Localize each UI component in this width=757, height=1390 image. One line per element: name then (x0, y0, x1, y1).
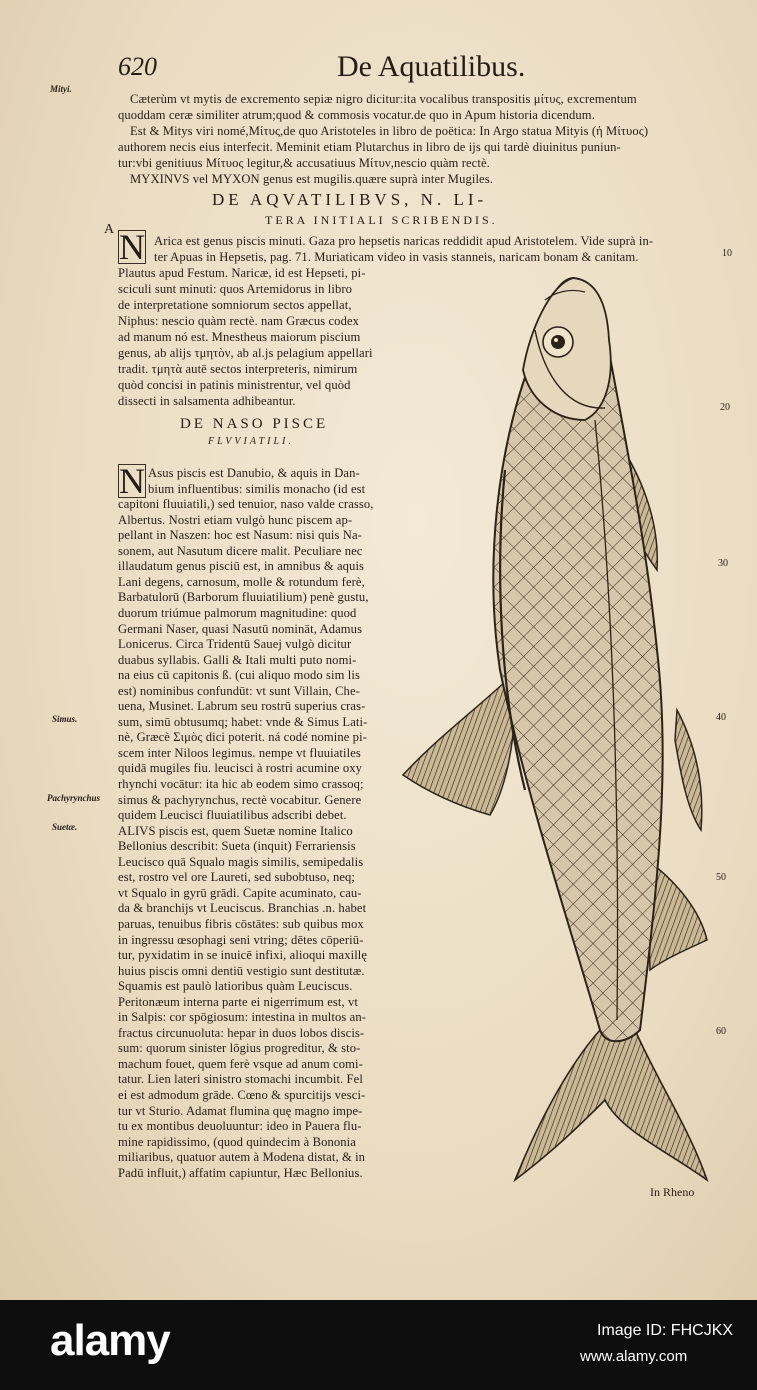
section-heading: DE NASO PISCE (180, 416, 329, 432)
paragraph-line: Germani Naser, quasi Nasutū nomināt, Adamus (118, 622, 363, 636)
paragraph-line: simus & pachyrynchus, rectè vocabitur. Genere (118, 793, 362, 807)
margin-number-60: 60 (716, 1026, 726, 1037)
figure-caption: In Rheno (650, 1185, 695, 1199)
paragraph-line: Niphus: nescio quàm rectè. nam Græcus codex (118, 314, 360, 328)
top-line: Cæterùm vt mytis de excremento sepiæ nigro dicitur:ita vocalibus transpositis μίτυς, excrementum (130, 92, 637, 106)
top-line: authorem necis eius interfecit. Meminit etiam Plutarchus in libro de ijs qui tardè diuinitus puniun- (118, 140, 621, 154)
paragraph-line: Albertus. Nostri etiam vulgò hunc piscem ap- (118, 513, 353, 527)
top-line: quoddam ceræ similiter atrum;quod & commosis vocatur.de quo in Apum historia dicendum. (118, 108, 595, 122)
margin-number-30: 30 (718, 558, 728, 569)
paragraph-line: pellant in Naszen: hoc est Nasum: nisi quis Na- (118, 528, 362, 542)
section-subheading: FLVVIATILI. (208, 436, 294, 447)
paragraph-line: Asus piscis est Danubio, & aquis in Dan- (148, 466, 360, 480)
paragraph-line: bium influentibus: similis monacho (id est (148, 482, 366, 496)
paragraph-line: vt Squalo in gyrū grādi. Capite acuminato, cau- (118, 886, 362, 900)
top-line: MYXINVS vel MYXON genus est mugilis.quære suprà inter Mugiles. (130, 172, 493, 186)
section-letter: A (104, 222, 115, 237)
drop-cap-n: N (119, 461, 145, 501)
paragraph-line: fractus circunuoluta: hepar in duos lobos discis- (118, 1026, 365, 1040)
margin-note-pachyrynchus: Pachyrynchus (47, 793, 101, 803)
paragraph-line: huius piscis omni dentiū vestigio sunt destitutæ. (118, 964, 365, 978)
paragraph-line: Padū influit,) affatim capiuntur, Hæc Bellonius. (118, 1166, 363, 1180)
paragraph-line: est, rostro vel ore Laureti, sed subobtuso, neq; (118, 870, 356, 884)
paragraph-line: ad manum nó est. Mnestheus maiorum piscium (118, 330, 361, 344)
page-number: 620 (118, 52, 157, 81)
top-line: tur:vbi genitiuus Μίτυος legitur,& accusatiuus Μίτυν,nescio quàm rectè. (118, 156, 490, 170)
stock-image-id: Image ID: FHCJKX (597, 1322, 734, 1339)
paragraph-line: in ingressu œsophagi seni vtring; dētes cōperiū- (118, 933, 364, 947)
paragraph-line: paruas, tenuibus fibris cōstātes: sub quibus mox (118, 917, 364, 931)
paragraph-line: da & branchijs vt Leuciscus. Branchias .n. habet (118, 901, 367, 915)
paragraph-line: miliaribus, quatuor autem à Modena distat, & in (118, 1150, 366, 1164)
paragraph-line: Bellonius describit: Sueta (inquit) Ferrariensis (118, 839, 356, 853)
paragraph-line: tur vt Sturio. Adamat flumina quę magno impe- (118, 1104, 363, 1118)
paragraph-line: ALIVS piscis est, quem Suetæ nomine Italico (118, 824, 353, 838)
stock-logo: alamy (50, 1316, 170, 1365)
drop-cap-n: N (119, 227, 145, 267)
top-line: Est & Mitys viri nomé,Μίτυς,de quo Aristoteles in libro de poëtica: In Argo statua Mityis (ἡ Μίτυος) (130, 124, 649, 138)
paragraph-line: quidā mugiles fiu. leucisci à rostri acumine oxy (118, 761, 363, 775)
paragraph-line: tu ex montibus deuoluuntur: ideo in Pauera flu- (118, 1119, 362, 1133)
paragraph-line: tradit. τμητὰ autē sectos interpreteris, nimirum (118, 362, 358, 376)
fish-woodcut-illustration (395, 270, 725, 1190)
margin-note-suetae: Suetæ. (52, 822, 78, 832)
paragraph-line: rhynchi vocātur: ita hic ab eodem simo crassoq; (118, 777, 364, 791)
paragraph-line: Lonicerus. Circa Tridentū Sauej vulgò dicitur (118, 637, 352, 651)
paragraph-line: illaudatum genus pisciū est, in amnibus & aquis (118, 559, 365, 573)
paragraph-line: duorum triúmue palmorum magnitudine: quod (118, 606, 357, 620)
paragraph-line: de interpretatione somniorum sectos appellat, (118, 298, 352, 312)
paragraph-line: tur, pyxidatim in se inuicē infixi, alioqui maxillę (118, 948, 368, 962)
margin-number-10: 10 (722, 248, 732, 259)
paragraph-line: Lani degens, carnosum, molle & rotundum ferè, (118, 575, 365, 589)
paragraph-line: ei est admodum grāde. Cœno & spurcitijs vesci- (118, 1088, 366, 1102)
paragraph-line: tatur. Lien lateri sinistro stomachi incumbit. Fel (118, 1072, 363, 1086)
paragraph-line: sum, simū obtusumq; habet: vnde & Simus Lati- (118, 715, 368, 729)
running-head: De Aquatilibus. (337, 50, 526, 83)
margin-note-simus: Simus. (52, 714, 78, 724)
stock-footer-bar (0, 1300, 757, 1390)
paragraph-line: est) nominibus confundūt: vt sunt Villain, Che- (118, 684, 360, 698)
section-heading-line2: TERA INITIALI SCRIBENDIS. (265, 213, 498, 227)
paragraph-line: Plautus apud Festum. Naricæ, id est Hepseti, pi- (118, 266, 366, 280)
paragraph-line: ter Apuas in Hepsetis, pag. 71. Muriaticam video in vasis stanneis, naricam bonam & canitam. (154, 250, 639, 264)
paragraph-line: Leucisco quā Squalo magis similis, semipedalis (118, 855, 364, 869)
paragraph-line: mine rapidissimo, (quod quindecim à Bononia (118, 1135, 356, 1149)
paragraph-line: na eius cū capitonis ß. (cui aliquo modo sim lis (118, 668, 360, 682)
margin-number-40: 40 (716, 712, 726, 723)
margin-number-50: 50 (716, 872, 726, 883)
stock-url: www.alamy.com (580, 1348, 688, 1365)
paragraph-line: Barbatulorū (Barborum fluuiatilium) penè gustu, (118, 590, 369, 604)
margin-note-mityi: Mityi. (50, 84, 72, 94)
paragraph-line: Squamis est paulò latioribus quàm Leuciscus. (118, 979, 353, 993)
paragraph-line: quòd concisi in patinis ministrentur, vel quòd (118, 378, 351, 392)
paragraph-line: machum fouet, quem ferè vsque ad anum comi- (118, 1057, 363, 1071)
section-heading: DE AQVATILIBVS, N. LI- (212, 190, 488, 209)
paragraph-line: duabus syllabis. Galli & Itali multi puto nomi- (118, 653, 357, 667)
paragraph-line: Peritonæum interna parte ei nigerrimum est, vt (118, 995, 358, 1009)
margin-number-20: 20 (720, 402, 730, 413)
paragraph-line: sum: quorum sinister lōgius progreditur, & sto- (118, 1041, 361, 1055)
paragraph-line: in Salpis: cor spōgiosum: intestina in multos an- (118, 1010, 367, 1024)
paragraph-line: capitoni fluuiatili,) sed tenuior, naso valde crasso, (118, 497, 374, 511)
paragraph-line: sciculi sunt minuti: quos Artemidorus in libro (118, 282, 353, 296)
paragraph-line: nè, Græcè Σιμὸς dici poterit. ná codé nomine pi- (118, 730, 367, 744)
paragraph-line: quidem Leucisci fluuiatilibus adscribi debet. (118, 808, 347, 822)
paragraph-line: Arica est genus piscis minuti. Gaza pro hepsetis naricas reddidit apud Aristotelem. Vide suprà in- (154, 234, 654, 248)
paragraph-line: sonem, aut Nasutum dicere malit. Peculiare nec (118, 544, 363, 558)
paragraph-line: genus, ab alijs τμητὸν, ab al.js pelagium appellari (118, 346, 373, 360)
paragraph-line: scem inter Niloos legimus. nempe vt fluuiatiles (118, 746, 361, 760)
paragraph-line: dissecti in salsamenta adhibeantur. (118, 394, 296, 408)
paragraph-line: uena, Musinet. Labrum seu rostrū superius cras- (118, 699, 366, 713)
